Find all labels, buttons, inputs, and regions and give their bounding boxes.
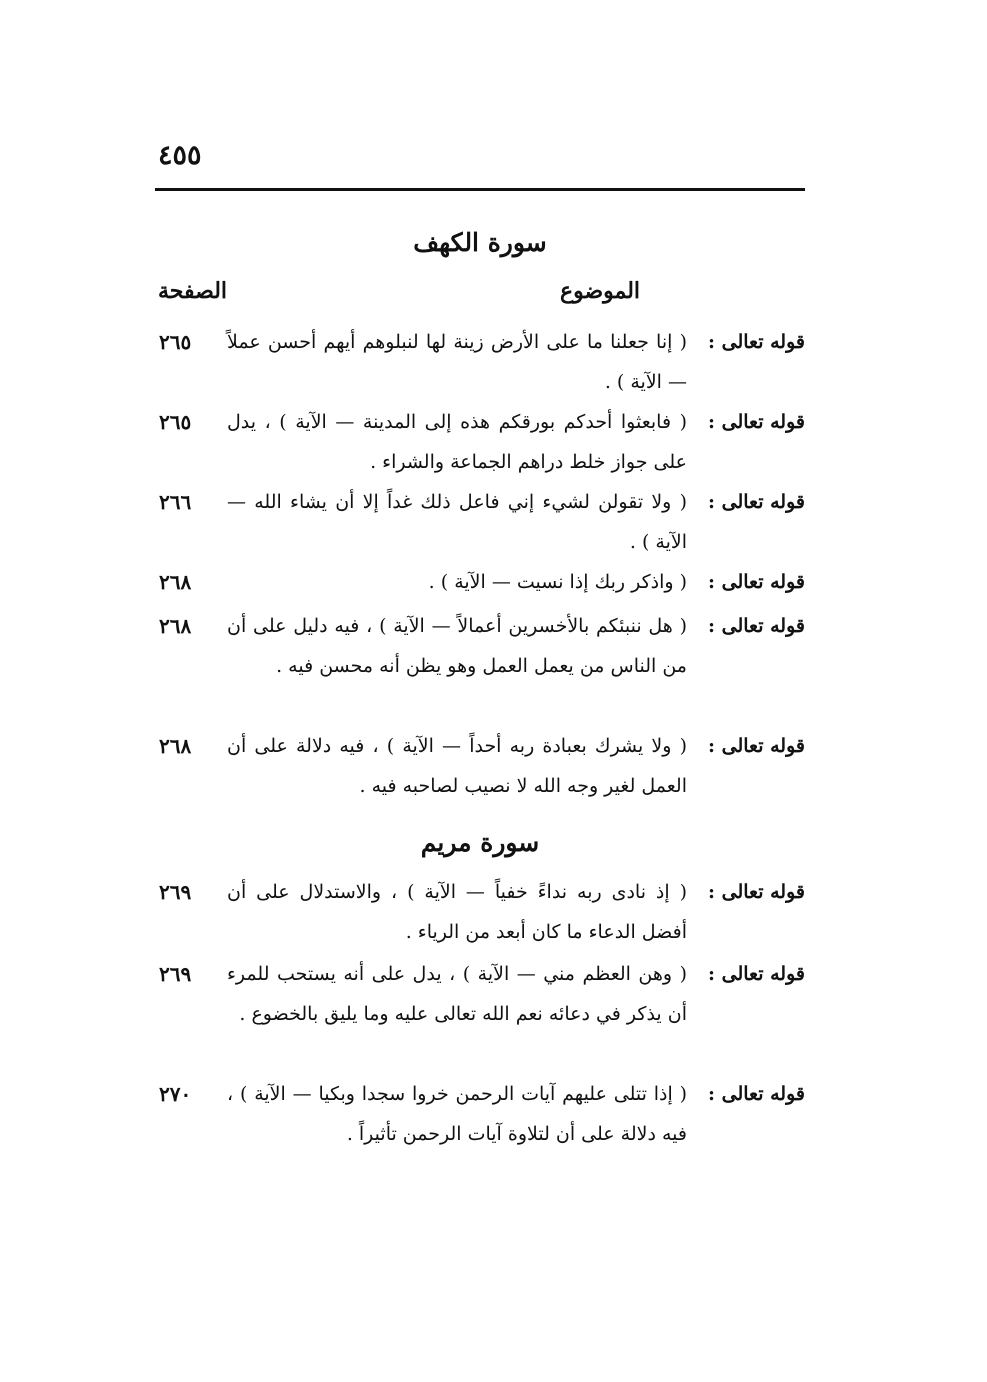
entry-page-number: ٢٦٦: [159, 490, 192, 514]
entry-page-number: ٢٦٨: [159, 734, 192, 758]
entry-text: ( إذ نادى ربه نداءً خفياً — الآية ) ، والاستدلال على أن أفضل الدعاء ما كان أبعد من الرياء .: [227, 881, 687, 943]
header-rule: [155, 188, 805, 191]
entry-label: قوله تعالى :: [708, 411, 805, 433]
entry-label: قوله تعالى :: [708, 571, 805, 593]
entry-page-number: ٢٦٥: [159, 410, 192, 434]
entry-label: قوله تعالى :: [708, 491, 805, 513]
entry-page-number: ٢٦٨: [159, 614, 192, 638]
entry-text: ( إنا جعلنا ما على الأرض زينة لها لنبلوهم أيهم أحسن عملاً — الآية ) .: [227, 331, 687, 393]
entry-label: قوله تعالى :: [708, 881, 805, 903]
entry-label: قوله تعالى :: [708, 615, 805, 637]
entry-text: ( إذا تتلى عليهم آيات الرحمن خروا سجدا وبكيا — الآية ) ، فيه دلالة على أن لتلاوة آيات الرحمن تأثيراً .: [227, 1083, 687, 1145]
section-title-maryam: سورة مريم: [420, 828, 540, 857]
entry-page-number: ٢٦٨: [159, 570, 192, 594]
entry-label: قوله تعالى :: [708, 735, 805, 757]
entry-label: قوله تعالى :: [708, 963, 805, 985]
entry-text: ( هل ننبئكم بالأخسرين أعمالاً — الآية ) ، فيه دليل على أن من الناس من يعمل العمل وهو يظن أنه محسن فيه .: [227, 615, 687, 677]
entry-text: ( واذكر ربك إذا نسيت — الآية ) .: [428, 571, 687, 593]
column-header-subject: الموضوع: [559, 278, 641, 304]
entry-page-number: ٢٧٠: [159, 1082, 192, 1106]
entry-page-number: ٢٦٥: [159, 330, 192, 354]
page-number: ٤٥٥: [158, 140, 202, 171]
section-title-kahf: سورة الكهف: [413, 228, 547, 257]
entry-text: ( وهن العظم مني — الآية ) ، يدل على أنه يستحب للمرء أن يذكر في دعائه نعم الله تعالى عليه وما يليق بالخضوع .: [227, 963, 687, 1025]
entry-text: ( ولا تقولن لشيء إني فاعل ذلك غداً إلا أن يشاء الله — الآية ) .: [227, 491, 687, 553]
entry-page-number: ٢٦٩: [159, 962, 192, 986]
entry-text: ( ولا يشرك بعبادة ربه أحداً — الآية ) ، فيه دلالة على أن العمل لغير وجه الله لا نصيب لصاحبه فيه .: [227, 735, 687, 797]
entry-page-number: ٢٦٩: [159, 880, 192, 904]
column-header-page: الصفحة: [158, 278, 228, 304]
entry-label: قوله تعالى :: [708, 331, 805, 353]
entry-text: ( فابعثوا أحدكم بورقكم هذه إلى المدينة — الآية ) ، يدل على جواز خلط دراهم الجماعة والشراء .: [227, 411, 687, 473]
entry-label: قوله تعالى :: [708, 1083, 805, 1105]
